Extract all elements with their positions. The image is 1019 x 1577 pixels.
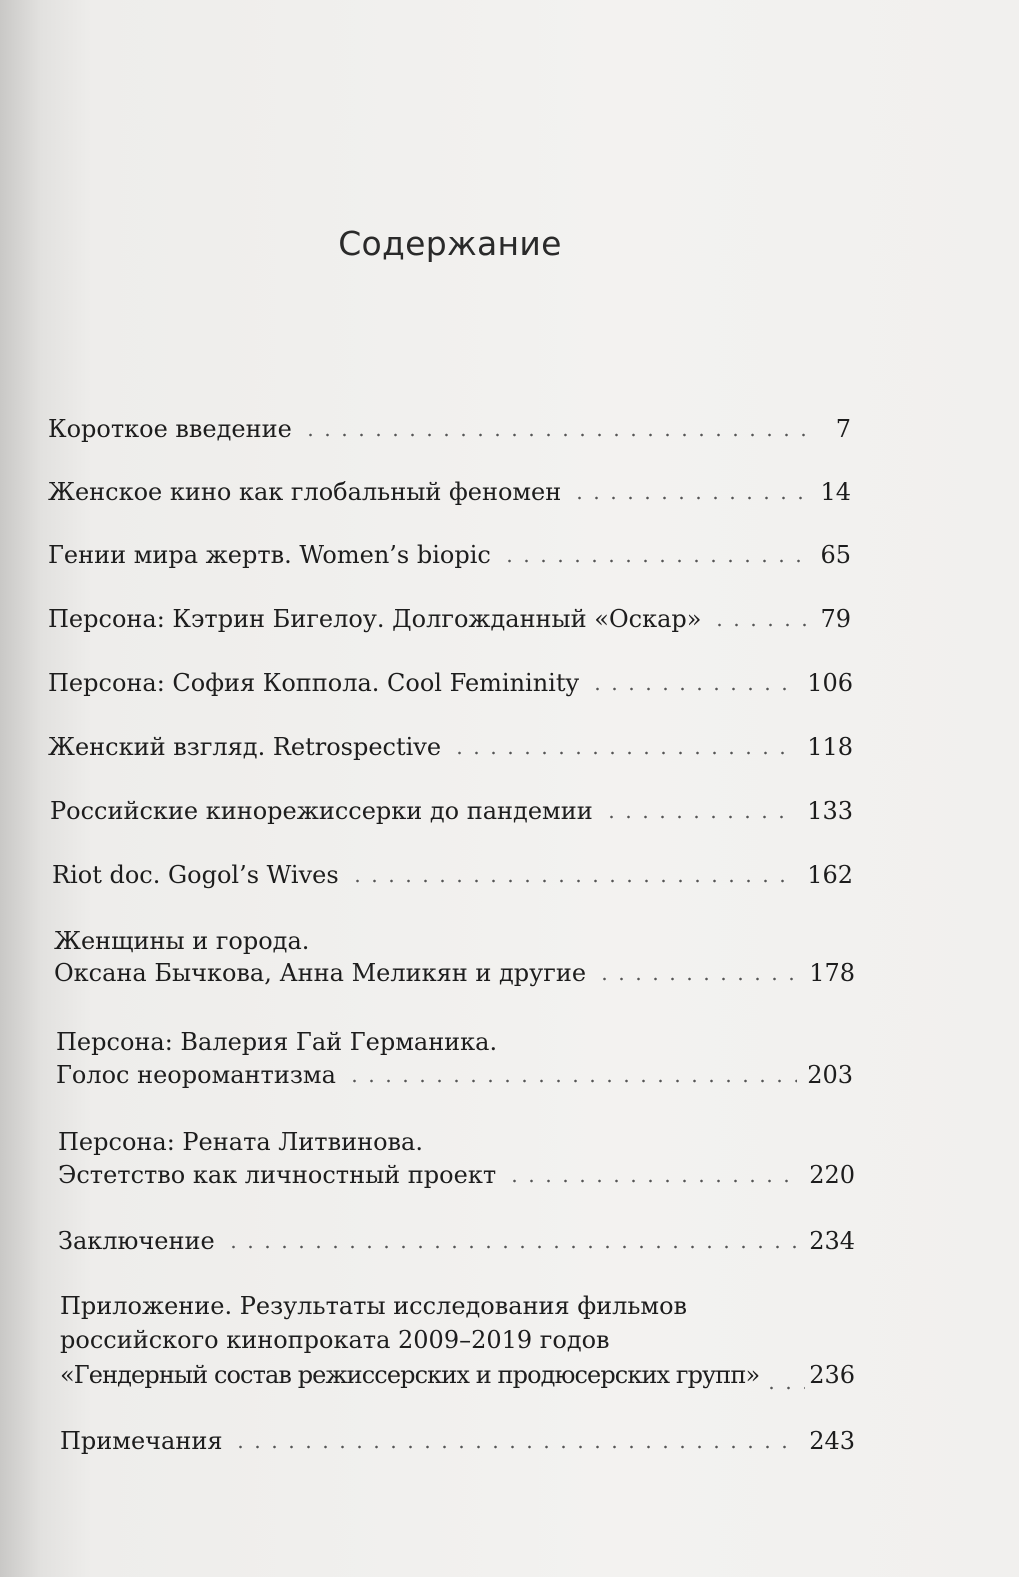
- toc-page-number: 234: [809, 1227, 855, 1255]
- toc-entry-appendix: [60, 1360, 855, 1390]
- toc-entry-women-and-cities: [54, 958, 855, 988]
- leader-dots: [232, 1445, 799, 1449]
- toc-entry-title: Оксана Бычкова, Анна Меликян и другие: [54, 959, 587, 987]
- toc-entry-title: Женщины и города.: [54, 927, 310, 955]
- toc-entry-coppola: [48, 668, 853, 698]
- toc-entry-title: Riot doc. Gogol’s Wives: [52, 861, 339, 889]
- toc-entry-title: Заключение: [58, 1227, 215, 1255]
- toc-entry-title: Примечания: [60, 1427, 223, 1455]
- leader-dots: [302, 433, 817, 437]
- toc-entry-introduction: [48, 414, 851, 444]
- leader-dots: [346, 1079, 797, 1083]
- toc-page-number: 162: [807, 861, 853, 889]
- toc-page-number: 118: [807, 733, 853, 761]
- toc-entry-female-gaze: [48, 732, 853, 762]
- leader-dots: [603, 815, 797, 819]
- toc-entry-litvinova-line1: [58, 1127, 423, 1157]
- leader-dots: [501, 559, 811, 563]
- toc-entry-title: «Гендерный состав режиссерских и продюсерских групп»: [60, 1361, 760, 1389]
- leader-dots: [225, 1245, 800, 1249]
- toc-entry-title: Персона: Кэтрин Бигелоу. Долгожданный «Оскар»: [48, 605, 702, 633]
- toc-entry-bigelow: [48, 604, 851, 634]
- toc-page-number: 65: [820, 541, 851, 569]
- toc-page-number: 79: [820, 605, 851, 633]
- toc-entry-appendix-line1: [60, 1291, 687, 1321]
- page-title: Содержание: [338, 224, 562, 263]
- toc-entry-title: Короткое введение: [48, 415, 292, 443]
- toc-page-number: 236: [809, 1361, 855, 1389]
- toc-entry-title: Российские кинорежиссерки до пандемии: [50, 797, 593, 825]
- toc-entry-title: Голос неоромантизма: [56, 1061, 336, 1089]
- leader-dots: [711, 623, 810, 627]
- toc-page-number: 203: [807, 1061, 853, 1089]
- toc-page-number: 220: [809, 1161, 855, 1189]
- toc-entry-women-and-cities-line1: [54, 926, 309, 956]
- leader-dots: [349, 879, 798, 883]
- toc-entry-title: Гении мира жертв. Women’s biopic: [48, 541, 491, 569]
- toc-page-number: 14: [820, 478, 851, 506]
- toc-entry-global-phenomenon: [48, 477, 851, 507]
- leader-dots: [571, 496, 810, 500]
- toc-entry-title: Персона: Валерия Гай Германика.: [56, 1028, 498, 1056]
- toc-entry-title: Персона: Рената Литвинова.: [58, 1128, 423, 1156]
- toc-page-number: 7: [835, 415, 851, 443]
- toc-entry-conclusion: [58, 1226, 855, 1256]
- toc-entry-title: Женский взгляд. Retrospective: [48, 733, 442, 761]
- toc-entry-russian-directors: [50, 796, 853, 826]
- leader-dots: [596, 977, 799, 981]
- leader-dots: [763, 1386, 805, 1390]
- toc-entry-notes: [60, 1426, 855, 1456]
- toc-page-number: 243: [809, 1427, 855, 1455]
- leader-dots: [589, 687, 797, 691]
- leader-dots: [506, 1179, 799, 1183]
- toc-entry-appendix-line2: [60, 1325, 610, 1355]
- toc-entry-womens-biopic: [48, 540, 851, 570]
- toc-entry-title: Женское кино как глобальный феномен: [48, 478, 562, 506]
- toc-entry-riot-doc: [52, 860, 853, 890]
- toc-entry-germanika: [56, 1060, 853, 1090]
- toc-page-number: 178: [809, 959, 855, 987]
- toc-page-number: 106: [807, 669, 853, 697]
- toc-page-number: 133: [807, 797, 853, 825]
- toc-entry-germanika-line1: [56, 1027, 497, 1057]
- toc-entry-title: российского кинопроката 2009–2019 годов: [60, 1326, 610, 1354]
- toc-entry-title: Приложение. Результаты исследования фильмов: [60, 1292, 688, 1320]
- leader-dots: [451, 751, 797, 755]
- toc-entry-litvinova: [58, 1160, 855, 1190]
- toc-entry-title: Персона: София Коппола. Cool Femininity: [48, 669, 580, 697]
- toc-entry-title: Эстетство как личностный проект: [58, 1161, 497, 1189]
